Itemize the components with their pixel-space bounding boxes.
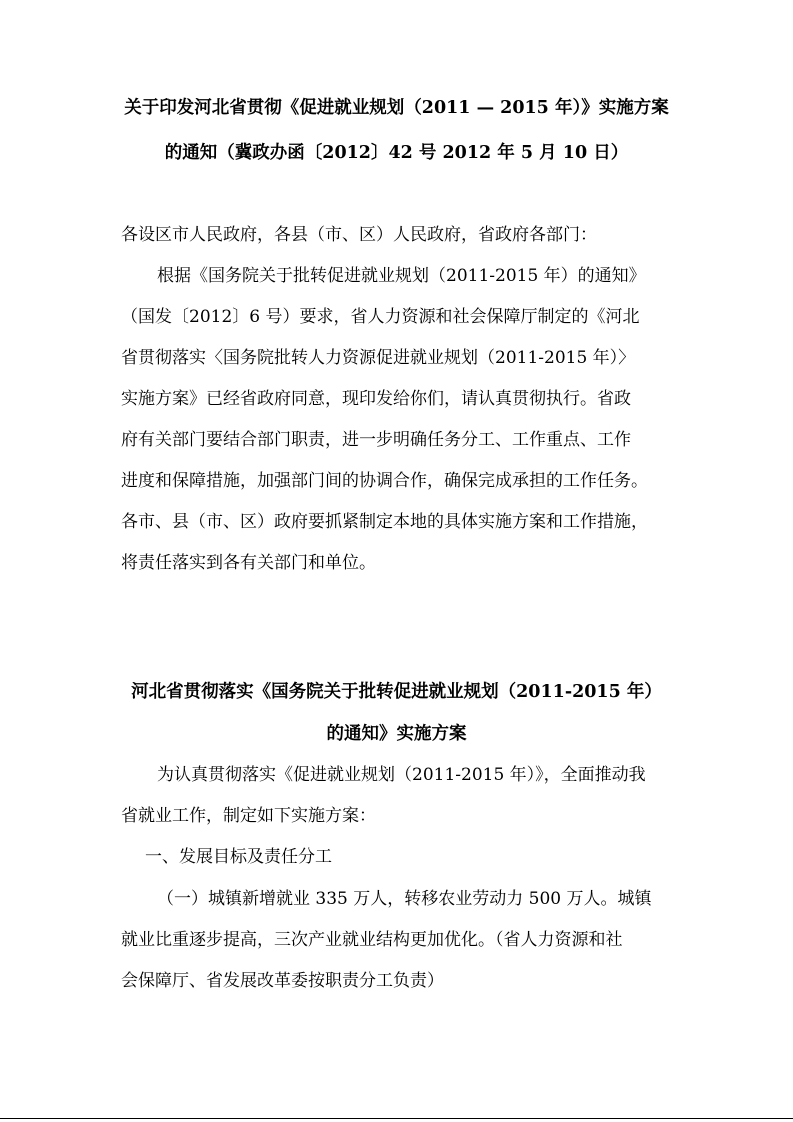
item-line-1: （一）城镇新增就业 335 万人，转移农业劳动力 500 万人。城镇 <box>157 889 652 909</box>
item-line-2: 就业比重逐步提高，三次产业就业结构更加优化。（省人力资源和社 <box>121 930 623 950</box>
notice-body-line-1: 根据《国务院关于批转促进就业规划（2011-2015 年）的通知》 <box>157 266 646 286</box>
page-bottom-divider <box>0 1118 793 1119</box>
notice-title-line-2: 的通知（冀政办函〔2012〕42 号 2012 年 5 月 10 日） <box>164 143 629 163</box>
item-line-3: 会保障厅、省发展改革委按职责分工负责） <box>121 971 444 991</box>
plan-title-line-2: 的通知》实施方案 <box>326 724 467 744</box>
notice-body-line-2: （国发〔2012〕6 号）要求，省人力资源和社会保障厅制定的《河北 <box>121 307 640 327</box>
notice-body-line-7: 各市、县（市、区）政府要抓紧制定本地的具体实施方案和工作措施， <box>121 512 648 532</box>
notice-body-line-8: 将责任落实到各有关部门和单位。 <box>121 553 376 573</box>
notice-body-line-6: 进度和保障措施，加强部门间的协调合作，确保完成承担的工作任务。 <box>121 471 648 491</box>
notice-body-line-4: 实施方案》已经省政府同意，现印发给你们，请认真贯彻执行。省政 <box>121 389 631 409</box>
notice-body-line-3: 省贯彻落实〈国务院批转人力资源促进就业规划（2011-2015 年）〉 <box>121 348 636 368</box>
plan-title-line-1: 河北省贯彻落实《国务院关于批转促进就业规划（2011-2015 年） <box>131 682 662 702</box>
notice-body-line-5: 府有关部门要结合部门职责，进一步明确任务分工、工作重点、工作 <box>121 430 631 450</box>
plan-intro-line-2: 省就业工作，制定如下实施方案： <box>121 806 376 826</box>
salutation: 各设区市人民政府，各县（市、区）人民政府，省政府各部门： <box>121 225 597 245</box>
notice-title-line-1: 关于印发河北省贯彻《促进就业规划（2011 — 2015 年）》实施方案 <box>124 98 669 118</box>
section-heading: 一、发展目标及责任分工 <box>145 847 332 867</box>
plan-intro-line-1: 为认真贯彻落实《促进就业规划（2011-2015 年）》，全面推动我 <box>157 765 646 785</box>
